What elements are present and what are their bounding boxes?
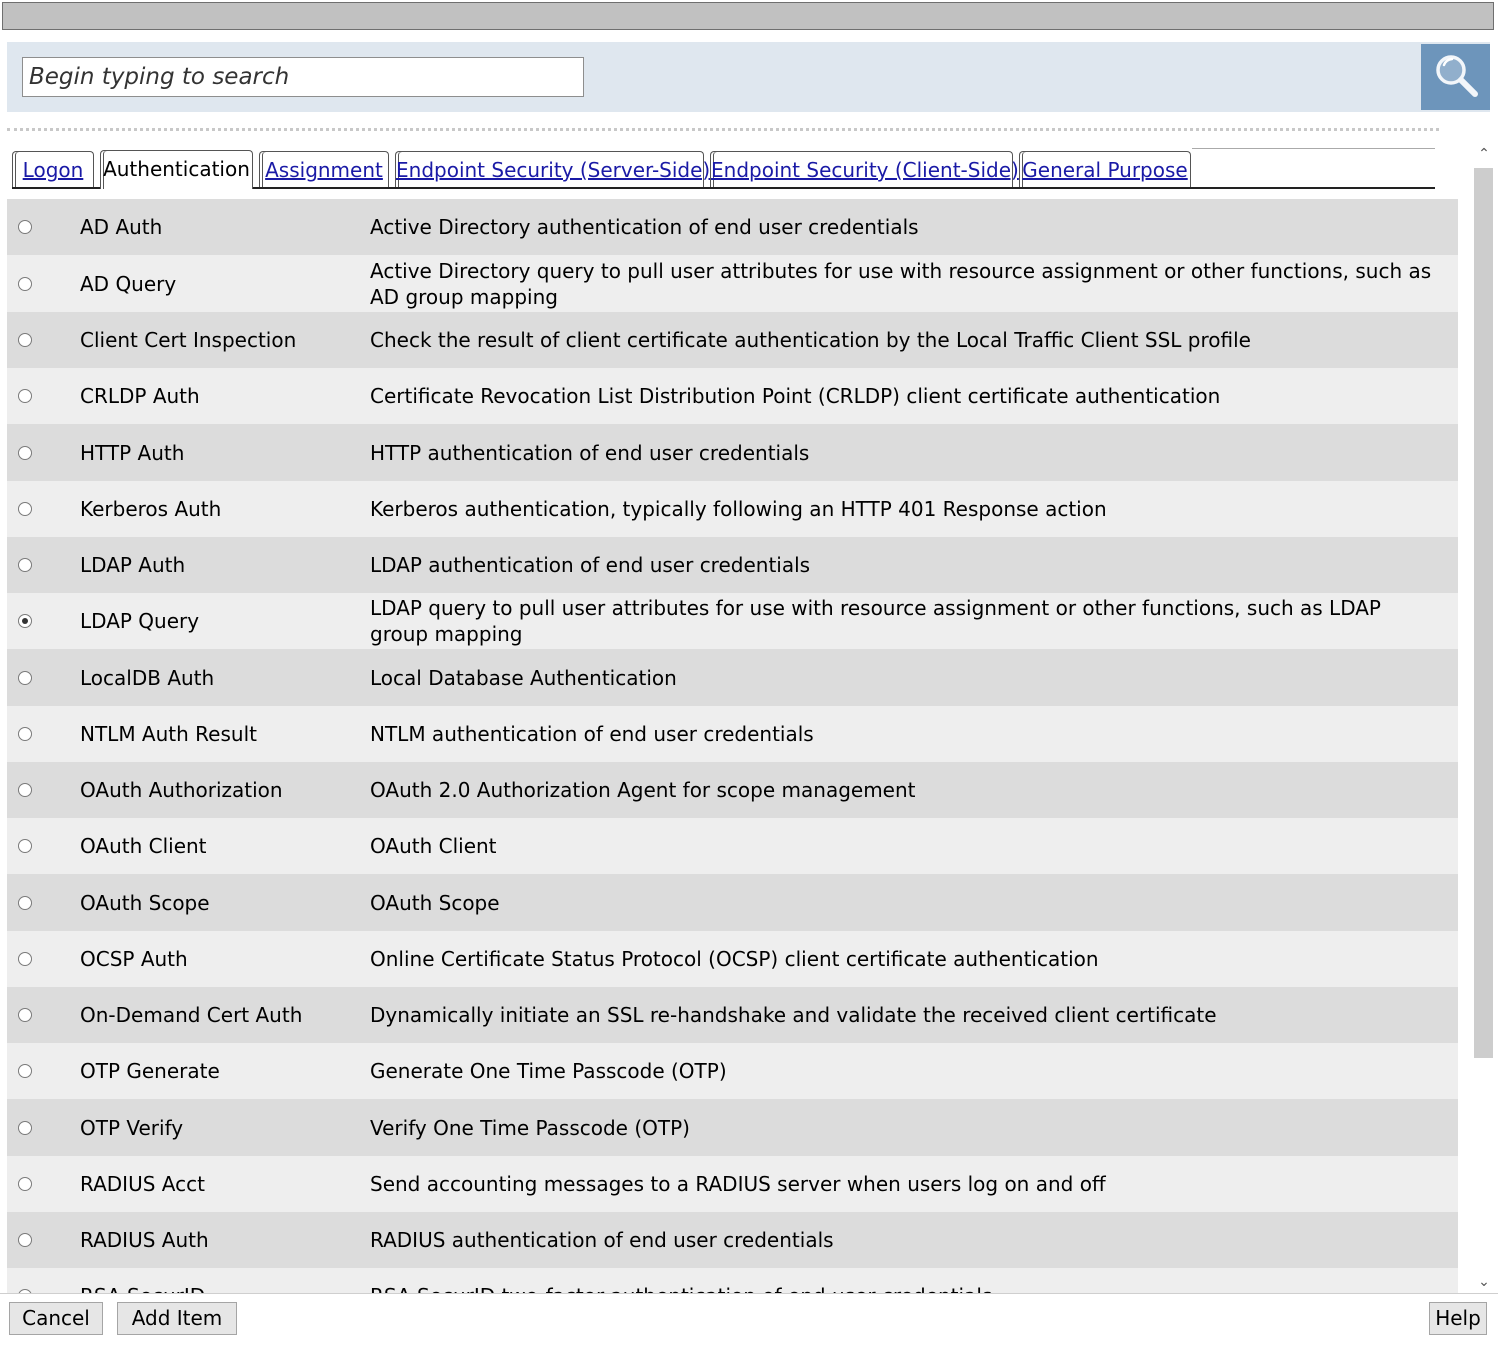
scrollbar-thumb[interactable] bbox=[1474, 168, 1493, 1058]
list-item[interactable] bbox=[7, 424, 1458, 481]
list-item[interactable] bbox=[7, 537, 1458, 593]
tab-general-purpose-label[interactable]: General Purpose bbox=[1022, 158, 1188, 182]
item-description: LDAP query to pull user attributes for use with resource assignment or other functions, such as LDAP group mapping bbox=[370, 596, 1381, 646]
scroll-down-arrow-icon[interactable]: ⌄ bbox=[1478, 1274, 1490, 1290]
tab-endpoint-security-client-label[interactable]: Endpoint Security (Client-Side) bbox=[711, 158, 1019, 182]
radio-button-selected[interactable] bbox=[18, 614, 32, 628]
radio-button[interactable] bbox=[18, 1177, 32, 1191]
tab-general-purpose[interactable] bbox=[1019, 151, 1191, 187]
radio-button[interactable] bbox=[18, 1008, 32, 1022]
item-description: Active Directory authentication of end user credentials bbox=[370, 215, 919, 239]
title-bar bbox=[2, 2, 1494, 30]
item-name: OTP Verify bbox=[80, 1115, 184, 1140]
item-name: Client Cert Inspection bbox=[80, 328, 297, 352]
tab-authentication[interactable] bbox=[100, 150, 253, 189]
item-name: AD Query bbox=[80, 271, 177, 296]
list-item[interactable] bbox=[7, 818, 1458, 874]
list-item[interactable] bbox=[7, 874, 1458, 931]
search-button[interactable] bbox=[1421, 44, 1490, 110]
item-name: OCSP Auth bbox=[80, 947, 188, 971]
item-description: Dynamically initiate an SSL re-handshake and validate the received client certificate bbox=[370, 1003, 1217, 1027]
radio-button[interactable] bbox=[18, 1233, 32, 1247]
footer-bar bbox=[0, 1293, 1498, 1352]
help-button[interactable]: Help bbox=[1429, 1302, 1487, 1335]
item-description: Kerberos authentication, typically following an HTTP 401 Response action bbox=[370, 497, 1107, 521]
item-name: LDAP Auth bbox=[80, 553, 186, 577]
item-name: CRLDP Auth bbox=[80, 384, 200, 408]
radio-button[interactable] bbox=[18, 220, 32, 234]
item-name: OAuth Scope bbox=[80, 890, 210, 915]
list-item[interactable] bbox=[7, 199, 1458, 255]
radio-button[interactable] bbox=[18, 671, 32, 685]
radio-button[interactable] bbox=[18, 277, 32, 291]
item-name: Kerberos Auth bbox=[80, 497, 222, 521]
item-description: Generate One Time Passcode (OTP) bbox=[370, 1059, 727, 1083]
scroll-up-arrow-icon[interactable]: ⌃ bbox=[1478, 146, 1490, 162]
list-item[interactable] bbox=[7, 987, 1458, 1043]
agent-list bbox=[7, 199, 1458, 1291]
list-item[interactable] bbox=[7, 931, 1458, 987]
tab-assignment-label[interactable]: Assignment bbox=[265, 158, 383, 182]
radio-button[interactable] bbox=[18, 952, 32, 966]
list-item[interactable] bbox=[7, 593, 1458, 649]
item-description: Verify One Time Passcode (OTP) bbox=[370, 1115, 690, 1140]
item-name: RADIUS Auth bbox=[80, 1228, 209, 1252]
list-item[interactable] bbox=[7, 649, 1458, 706]
item-name: AD Auth bbox=[80, 215, 163, 239]
tab-authentication-label: Authentication bbox=[103, 157, 250, 181]
item-description: NTLM authentication of end user credentials bbox=[370, 722, 814, 746]
item-name: LDAP Query bbox=[80, 609, 200, 633]
tab-endpoint-security-server[interactable] bbox=[395, 151, 711, 187]
list-item[interactable] bbox=[7, 762, 1458, 818]
item-description: Active Directory query to pull user attributes for use with resource assignment or other functions, such as AD group mapping bbox=[370, 258, 1432, 309]
tab-endpoint-security-server-label[interactable]: Endpoint Security (Server-Side) bbox=[396, 158, 711, 182]
tab-endpoint-security-client[interactable] bbox=[710, 151, 1019, 187]
list-item[interactable] bbox=[7, 255, 1458, 312]
radio-button[interactable] bbox=[18, 558, 32, 572]
item-name: OTP Generate bbox=[80, 1059, 220, 1083]
tab-logon[interactable] bbox=[12, 151, 94, 187]
scrollbar[interactable] bbox=[1474, 143, 1494, 1293]
tab-bar-tail bbox=[1192, 148, 1435, 151]
magnifier-icon bbox=[1432, 51, 1480, 103]
radio-button[interactable] bbox=[18, 896, 32, 910]
radio-button[interactable] bbox=[18, 333, 32, 347]
item-name: OAuth Authorization bbox=[80, 778, 283, 802]
search-bar bbox=[7, 42, 1490, 112]
radio-button[interactable] bbox=[18, 389, 32, 403]
item-description: OAuth Scope bbox=[370, 890, 500, 915]
item-description: OAuth Client bbox=[370, 834, 497, 858]
radio-button[interactable] bbox=[18, 783, 32, 797]
list-item[interactable] bbox=[7, 1212, 1458, 1268]
item-name: NTLM Auth Result bbox=[80, 722, 257, 746]
item-description: OAuth 2.0 Authorization Agent for scope management bbox=[370, 778, 916, 802]
item-name: HTTP Auth bbox=[80, 440, 185, 465]
radio-button[interactable] bbox=[18, 502, 32, 516]
item-description: Online Certificate Status Protocol (OCSP) client certificate authentication bbox=[370, 947, 1099, 971]
radio-button[interactable] bbox=[18, 1064, 32, 1078]
list-item[interactable] bbox=[7, 1099, 1458, 1156]
radio-button[interactable] bbox=[18, 839, 32, 853]
list-item[interactable] bbox=[7, 1043, 1458, 1099]
item-description: Local Database Authentication bbox=[370, 665, 677, 690]
list-item[interactable] bbox=[7, 706, 1458, 762]
radio-button[interactable] bbox=[18, 1121, 32, 1135]
item-description: Certificate Revocation List Distribution Point (CRLDP) client certificate authentication bbox=[370, 384, 1221, 408]
list-item[interactable] bbox=[7, 1156, 1458, 1212]
radio-button[interactable] bbox=[18, 727, 32, 741]
radio-button[interactable] bbox=[18, 446, 32, 460]
cancel-button[interactable]: Cancel bbox=[9, 1302, 103, 1335]
item-name: LocalDB Auth bbox=[80, 665, 215, 690]
item-name: OAuth Client bbox=[80, 834, 207, 858]
item-description: Check the result of client certificate authentication by the Local Traffic Client SSL profile bbox=[370, 328, 1251, 352]
divider bbox=[7, 128, 1439, 131]
item-description: RADIUS authentication of end user credentials bbox=[370, 1228, 834, 1252]
list-item[interactable] bbox=[7, 368, 1458, 424]
item-description: Send accounting messages to a RADIUS server when users log on and off bbox=[370, 1172, 1106, 1196]
item-description: LDAP authentication of end user credentials bbox=[370, 553, 811, 577]
tab-bar bbox=[12, 148, 1435, 189]
item-name: RADIUS Acct bbox=[80, 1172, 205, 1196]
search-input[interactable] bbox=[22, 57, 584, 97]
item-name: On-Demand Cert Auth bbox=[80, 1003, 303, 1027]
list-item[interactable] bbox=[7, 481, 1458, 537]
tab-logon-label[interactable]: Logon bbox=[22, 158, 84, 182]
tab-assignment[interactable] bbox=[259, 151, 389, 187]
list-item[interactable] bbox=[7, 312, 1458, 368]
item-description: HTTP authentication of end user credentials bbox=[370, 440, 810, 465]
add-item-button[interactable]: Add Item bbox=[117, 1302, 237, 1335]
